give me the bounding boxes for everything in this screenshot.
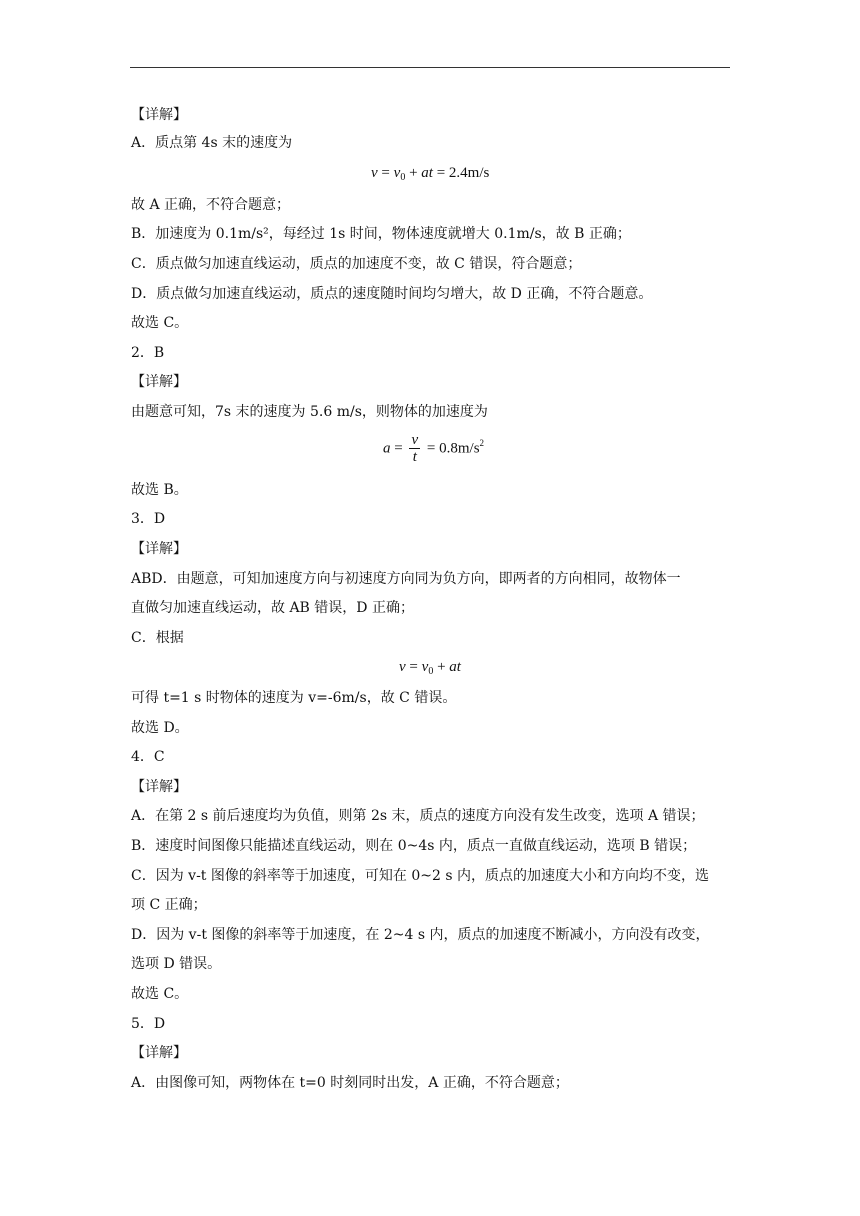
text-line: A．在第 2 s 前后速度均为负值，则第 2s 末，质点的速度方向没有发生改变，选项 A 错误；	[131, 808, 705, 824]
text-line: C．因为 v-t 图像的斜率等于加速度，可知在 0~2 s 内，质点的加速度大小和方向均不变，选	[131, 868, 709, 884]
text-line: A．由图像可知，两物体在 t=0 时刻同时出发，A 正确，不符合题意；	[131, 1075, 569, 1091]
text-line: B．加速度为 0.1m/s²，每经过 1s 时间，物体速度就增大 0.1m/s，故 B 正确；	[131, 226, 631, 242]
text-line: 故选 C。	[131, 986, 189, 1002]
text-line: 选项 D 错误。	[131, 956, 222, 972]
text-line: 故选 D。	[131, 720, 189, 736]
text-line: 故 A 正确，不符合题意；	[131, 197, 291, 213]
text-line: 项 C 正确；	[131, 897, 207, 913]
text-line: 故选 C。	[131, 315, 189, 331]
text-line: B．速度时间图像只能描述直线运动，则在 0~4s 内，质点一直做直线运动，选项 B 错误；	[131, 838, 697, 854]
text-line: D．质点做匀加速直线运动，质点的速度随时间均匀增大，故 D 正确，不符合题意。	[131, 286, 653, 302]
text-line: 由题意可知，7s 末的速度为 5.6 m/s，则物体的加速度为	[131, 404, 488, 420]
text-line: D．因为 v-t 图像的斜率等于加速度，在 2~4 s 内，质点的加速度不断减小，方向没有改变，	[131, 927, 710, 943]
heading-detail: 【详解】	[131, 541, 187, 557]
text-line: 故选 B。	[131, 482, 188, 498]
answer-number: 3．D	[131, 511, 166, 527]
text-line: C．根据	[131, 630, 184, 646]
equation-velocity-formula: $v = v_0$ + at	[399, 659, 461, 677]
answer-number: 4．C	[131, 749, 165, 765]
heading-detail: 【详解】	[131, 1045, 187, 1061]
text-line: 直做匀加速直线运动，故 AB 错误，D 正确；	[131, 600, 414, 616]
text-line: ABD．由题意，可知加速度方向与初速度方向同为负方向，即两者的方向相同，故物体一	[131, 571, 681, 587]
equation-velocity: $v = v_0$ + at = 2.4m/s	[371, 165, 490, 183]
text-line: 可得 t=1 s 时物体的速度为 v=-6m/s，故 C 错误。	[131, 690, 457, 706]
heading-detail: 【详解】	[131, 374, 187, 390]
heading-detail: 【详解】	[131, 107, 187, 123]
answer-number: 5．D	[131, 1016, 166, 1032]
heading-detail: 【详解】	[131, 779, 187, 795]
text-line: C．质点做匀加速直线运动，质点的加速度不变，故 C 错误，符合题意；	[131, 256, 582, 272]
equation-acceleration: a = $\frac{v}{t}$ = $0.8m/s^2$	[383, 432, 485, 465]
answer-number: 2．B	[131, 345, 165, 361]
header-rule	[130, 67, 730, 68]
text-line: A．质点第 4s 末的速度为	[131, 135, 293, 151]
